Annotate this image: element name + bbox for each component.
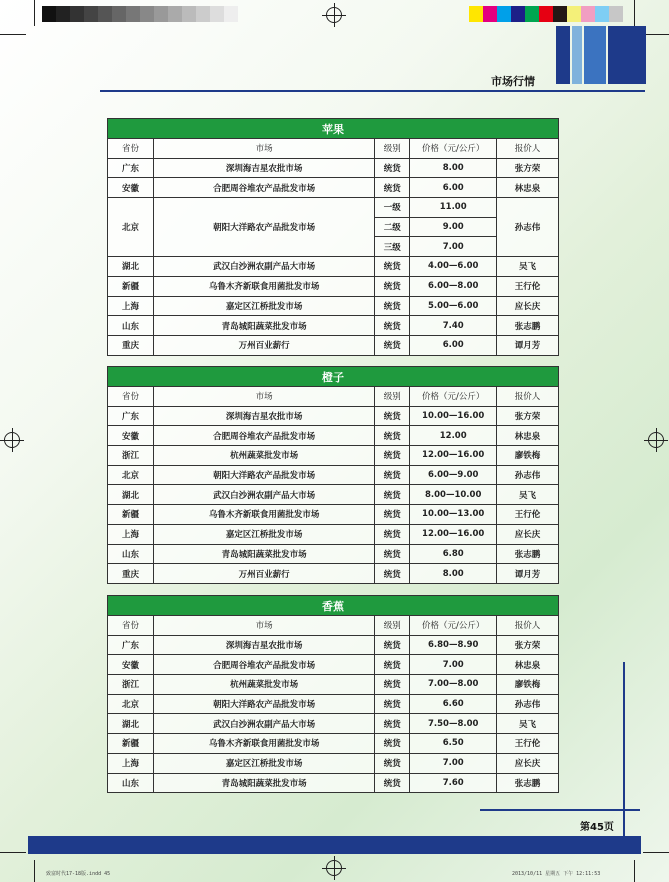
cell-province: 重庆 bbox=[108, 335, 154, 355]
cell-province: 安徽 bbox=[108, 426, 154, 446]
cell-grade: 统货 bbox=[375, 426, 410, 446]
table-title: 橙子 bbox=[108, 367, 559, 387]
cell-market: 万州百业薪行 bbox=[153, 335, 374, 355]
print-slug-left: 致富时代17-18版.indd 45 bbox=[46, 871, 111, 877]
cell-grade: 统货 bbox=[375, 505, 410, 525]
table-row bbox=[108, 524, 559, 544]
cell-province: 广东 bbox=[108, 158, 154, 178]
crop-mark bbox=[0, 34, 26, 35]
cell-reporter: 孙志伟 bbox=[497, 465, 559, 485]
cell-province: 浙江 bbox=[108, 446, 154, 466]
cell-market: 武汉白沙洲农副产品大市场 bbox=[153, 485, 374, 505]
header-market: 市场 bbox=[153, 387, 374, 407]
cell-price: 7.00 bbox=[410, 753, 497, 773]
cell-price: 8.00—10.00 bbox=[410, 485, 497, 505]
table-row bbox=[108, 773, 559, 793]
cell-grade: 统货 bbox=[375, 257, 410, 277]
cell-market: 合肥周谷堆农产品批发市场 bbox=[153, 426, 374, 446]
crop-mark bbox=[643, 852, 669, 853]
header-price: 价格（元/公斤） bbox=[410, 387, 497, 407]
cell-grade: 统货 bbox=[375, 296, 410, 316]
cell-reporter: 张志鹏 bbox=[497, 544, 559, 564]
crop-mark bbox=[643, 34, 669, 35]
cell-market: 青岛城阳蔬菜批发市场 bbox=[153, 773, 374, 793]
cell-reporter: 王行伦 bbox=[497, 276, 559, 296]
table-title: 香蕉 bbox=[108, 596, 559, 616]
table-row bbox=[108, 406, 559, 426]
cell-province: 山东 bbox=[108, 544, 154, 564]
header-decoration-bars bbox=[556, 26, 646, 84]
cell-reporter: 谭月芳 bbox=[497, 335, 559, 355]
cell-province: 新疆 bbox=[108, 505, 154, 525]
crop-mark bbox=[34, 860, 35, 882]
cell-price: 6.80—8.90 bbox=[410, 635, 497, 655]
crop-mark bbox=[34, 0, 35, 26]
cell-province: 安徽 bbox=[108, 655, 154, 675]
cell-province: 广东 bbox=[108, 406, 154, 426]
grayscale-swatch-bar bbox=[42, 6, 238, 22]
cell-province: 山东 bbox=[108, 316, 154, 336]
cell-province: 北京 bbox=[108, 694, 154, 714]
crop-mark bbox=[0, 852, 26, 853]
registration-mark-left bbox=[4, 432, 20, 448]
cell-province: 重庆 bbox=[108, 564, 154, 584]
table-header-row bbox=[108, 616, 559, 636]
cell-price: 9.00 bbox=[410, 217, 497, 237]
table-row bbox=[108, 276, 559, 296]
cell-grade: 统货 bbox=[375, 316, 410, 336]
cell-grade: 统货 bbox=[375, 158, 410, 178]
cell-price: 10.00—16.00 bbox=[410, 406, 497, 426]
cell-price: 6.00—9.00 bbox=[410, 465, 497, 485]
header-grade: 级别 bbox=[375, 387, 410, 407]
cell-grade: 统货 bbox=[375, 753, 410, 773]
crop-mark bbox=[634, 860, 635, 882]
cell-grade: 统货 bbox=[375, 655, 410, 675]
footer-decoration-horizontal bbox=[480, 809, 640, 811]
footer-band bbox=[28, 836, 641, 854]
cell-province: 浙江 bbox=[108, 675, 154, 695]
cell-grade: 统货 bbox=[375, 694, 410, 714]
cell-market: 青岛城阳蔬菜批发市场 bbox=[153, 316, 374, 336]
cell-province: 北京 bbox=[108, 198, 154, 257]
cell-province: 新疆 bbox=[108, 734, 154, 754]
cell-price: 6.00 bbox=[410, 178, 497, 198]
header-price: 价格（元/公斤） bbox=[410, 139, 497, 159]
page-number: 第45页 bbox=[580, 822, 614, 833]
cell-reporter: 林忠泉 bbox=[497, 178, 559, 198]
table-row bbox=[108, 158, 559, 178]
cell-reporter: 张方荣 bbox=[497, 635, 559, 655]
cell-price: 6.50 bbox=[410, 734, 497, 754]
crop-mark bbox=[634, 0, 635, 26]
table-row bbox=[108, 198, 559, 218]
cell-province: 广东 bbox=[108, 635, 154, 655]
cell-province: 安徽 bbox=[108, 178, 154, 198]
apple-price-table bbox=[107, 118, 559, 356]
cell-reporter: 谭月芳 bbox=[497, 564, 559, 584]
cell-grade: 统货 bbox=[375, 446, 410, 466]
cell-grade: 统货 bbox=[375, 335, 410, 355]
cell-price: 7.60 bbox=[410, 773, 497, 793]
header-market: 市场 bbox=[153, 139, 374, 159]
cell-price: 12.00—16.00 bbox=[410, 446, 497, 466]
cell-grade: 统货 bbox=[375, 635, 410, 655]
header-province: 省份 bbox=[108, 616, 154, 636]
cell-reporter: 张志鹏 bbox=[497, 316, 559, 336]
cell-price: 8.00 bbox=[410, 158, 497, 178]
cell-province: 北京 bbox=[108, 465, 154, 485]
cell-reporter: 应长庆 bbox=[497, 296, 559, 316]
cell-market: 朝阳大洋路农产品批发市场 bbox=[153, 694, 374, 714]
cell-market: 深圳海吉星农批市场 bbox=[153, 158, 374, 178]
cell-reporter: 张方荣 bbox=[497, 406, 559, 426]
header-grade: 级别 bbox=[375, 139, 410, 159]
cell-reporter: 王行伦 bbox=[497, 734, 559, 754]
section-title: 市场行情 bbox=[491, 75, 535, 88]
table-row bbox=[108, 544, 559, 564]
table-row bbox=[108, 335, 559, 355]
cell-grade: 统货 bbox=[375, 276, 410, 296]
table-row bbox=[108, 446, 559, 466]
cell-reporter: 林忠泉 bbox=[497, 426, 559, 446]
cell-market: 乌鲁木齐新联食用菌批发市场 bbox=[153, 734, 374, 754]
cell-price: 11.00 bbox=[410, 198, 497, 218]
table-row bbox=[108, 714, 559, 734]
table-row bbox=[108, 753, 559, 773]
cell-market: 嘉定区江桥批发市场 bbox=[153, 524, 374, 544]
table-row bbox=[108, 465, 559, 485]
cell-grade: 统货 bbox=[375, 406, 410, 426]
cell-price: 7.50—8.00 bbox=[410, 714, 497, 734]
cell-market: 嘉定区江桥批发市场 bbox=[153, 753, 374, 773]
cell-market: 武汉白沙洲农副产品大市场 bbox=[153, 714, 374, 734]
cell-grade: 统货 bbox=[375, 734, 410, 754]
cell-reporter: 林忠泉 bbox=[497, 655, 559, 675]
cell-price: 6.60 bbox=[410, 694, 497, 714]
cell-province: 上海 bbox=[108, 753, 154, 773]
cell-reporter: 孙志伟 bbox=[497, 694, 559, 714]
cell-reporter: 张志鹏 bbox=[497, 773, 559, 793]
cell-grade: 统货 bbox=[375, 485, 410, 505]
cell-reporter: 吴飞 bbox=[497, 257, 559, 277]
header-price: 价格（元/公斤） bbox=[410, 616, 497, 636]
table-row bbox=[108, 178, 559, 198]
table-row bbox=[108, 505, 559, 525]
header-reporter: 报价人 bbox=[497, 139, 559, 159]
cell-market: 朝阳大洋路农产品批发市场 bbox=[153, 465, 374, 485]
cell-reporter: 吴飞 bbox=[497, 714, 559, 734]
cell-market: 杭州蔬菜批发市场 bbox=[153, 446, 374, 466]
cell-price: 7.00—8.00 bbox=[410, 675, 497, 695]
cell-price: 4.00—6.00 bbox=[410, 257, 497, 277]
cell-price: 5.00—6.00 bbox=[410, 296, 497, 316]
header-reporter: 报价人 bbox=[497, 387, 559, 407]
cell-grade: 统货 bbox=[375, 675, 410, 695]
cell-province: 湖北 bbox=[108, 714, 154, 734]
header-grade: 级别 bbox=[375, 616, 410, 636]
orange-price-table bbox=[107, 366, 559, 584]
header-province: 省份 bbox=[108, 387, 154, 407]
cell-price: 7.40 bbox=[410, 316, 497, 336]
cell-market: 合肥周谷堆农产品批发市场 bbox=[153, 655, 374, 675]
table-row bbox=[108, 694, 559, 714]
cell-market: 万州百业薪行 bbox=[153, 564, 374, 584]
cell-province: 湖北 bbox=[108, 485, 154, 505]
cell-grade: 统货 bbox=[375, 524, 410, 544]
cell-reporter: 张方荣 bbox=[497, 158, 559, 178]
cell-price: 6.00—8.00 bbox=[410, 276, 497, 296]
table-row bbox=[108, 635, 559, 655]
cell-grade: 统货 bbox=[375, 544, 410, 564]
table-row bbox=[108, 655, 559, 675]
cell-market: 深圳海吉星农批市场 bbox=[153, 406, 374, 426]
banana-price-table bbox=[107, 595, 559, 793]
header-province: 省份 bbox=[108, 139, 154, 159]
cell-market: 乌鲁木齐新联食用菌批发市场 bbox=[153, 505, 374, 525]
cell-reporter: 廖铁梅 bbox=[497, 446, 559, 466]
registration-mark-top bbox=[326, 7, 342, 23]
cell-province: 山东 bbox=[108, 773, 154, 793]
cell-price: 6.00 bbox=[410, 335, 497, 355]
cell-market: 朝阳大洋路农产品批发市场 bbox=[153, 198, 374, 257]
table-header-row bbox=[108, 387, 559, 407]
cell-price: 7.00 bbox=[410, 237, 497, 257]
table-row bbox=[108, 675, 559, 695]
cell-market: 乌鲁木齐新联食用菌批发市场 bbox=[153, 276, 374, 296]
header-market: 市场 bbox=[153, 616, 374, 636]
cell-province: 上海 bbox=[108, 296, 154, 316]
cell-grade: 统货 bbox=[375, 773, 410, 793]
cell-reporter: 应长庆 bbox=[497, 524, 559, 544]
cell-market: 杭州蔬菜批发市场 bbox=[153, 675, 374, 695]
cell-grade: 一级 bbox=[375, 198, 410, 218]
cell-reporter: 廖铁梅 bbox=[497, 675, 559, 695]
cell-province: 湖北 bbox=[108, 257, 154, 277]
registration-mark-right bbox=[648, 432, 664, 448]
cell-reporter: 吴飞 bbox=[497, 485, 559, 505]
cell-grade: 统货 bbox=[375, 465, 410, 485]
table-row bbox=[108, 426, 559, 446]
registration-mark-bottom bbox=[326, 860, 342, 876]
cell-reporter: 孙志伟 bbox=[497, 198, 559, 257]
color-swatch-bar bbox=[469, 6, 623, 22]
table-row bbox=[108, 316, 559, 336]
cell-market: 青岛城阳蔬菜批发市场 bbox=[153, 544, 374, 564]
cell-province: 上海 bbox=[108, 524, 154, 544]
cell-grade: 统货 bbox=[375, 178, 410, 198]
cell-grade: 二级 bbox=[375, 217, 410, 237]
table-row bbox=[108, 734, 559, 754]
cell-price: 10.00—13.00 bbox=[410, 505, 497, 525]
cell-province: 新疆 bbox=[108, 276, 154, 296]
cell-market: 嘉定区江桥批发市场 bbox=[153, 296, 374, 316]
table-row bbox=[108, 257, 559, 277]
cell-price: 7.00 bbox=[410, 655, 497, 675]
cell-market: 武汉白沙洲农副产品大市场 bbox=[153, 257, 374, 277]
table-row bbox=[108, 296, 559, 316]
cell-grade: 统货 bbox=[375, 714, 410, 734]
cell-grade: 统货 bbox=[375, 564, 410, 584]
print-slug-right: 2013/10/11 星期五 下午 12:11:53 bbox=[512, 871, 601, 877]
cell-reporter: 王行伦 bbox=[497, 505, 559, 525]
cell-market: 合肥周谷堆农产品批发市场 bbox=[153, 178, 374, 198]
cell-price: 12.00—16.00 bbox=[410, 524, 497, 544]
table-row bbox=[108, 485, 559, 505]
cell-price: 12.00 bbox=[410, 426, 497, 446]
header-rule bbox=[100, 90, 645, 92]
cell-market: 深圳海吉星农批市场 bbox=[153, 635, 374, 655]
cell-price: 6.80 bbox=[410, 544, 497, 564]
cell-reporter: 应长庆 bbox=[497, 753, 559, 773]
table-title: 苹果 bbox=[108, 119, 559, 139]
table-header-row bbox=[108, 139, 559, 159]
table-row bbox=[108, 564, 559, 584]
cell-grade: 三级 bbox=[375, 237, 410, 257]
header-reporter: 报价人 bbox=[497, 616, 559, 636]
cell-price: 8.00 bbox=[410, 564, 497, 584]
